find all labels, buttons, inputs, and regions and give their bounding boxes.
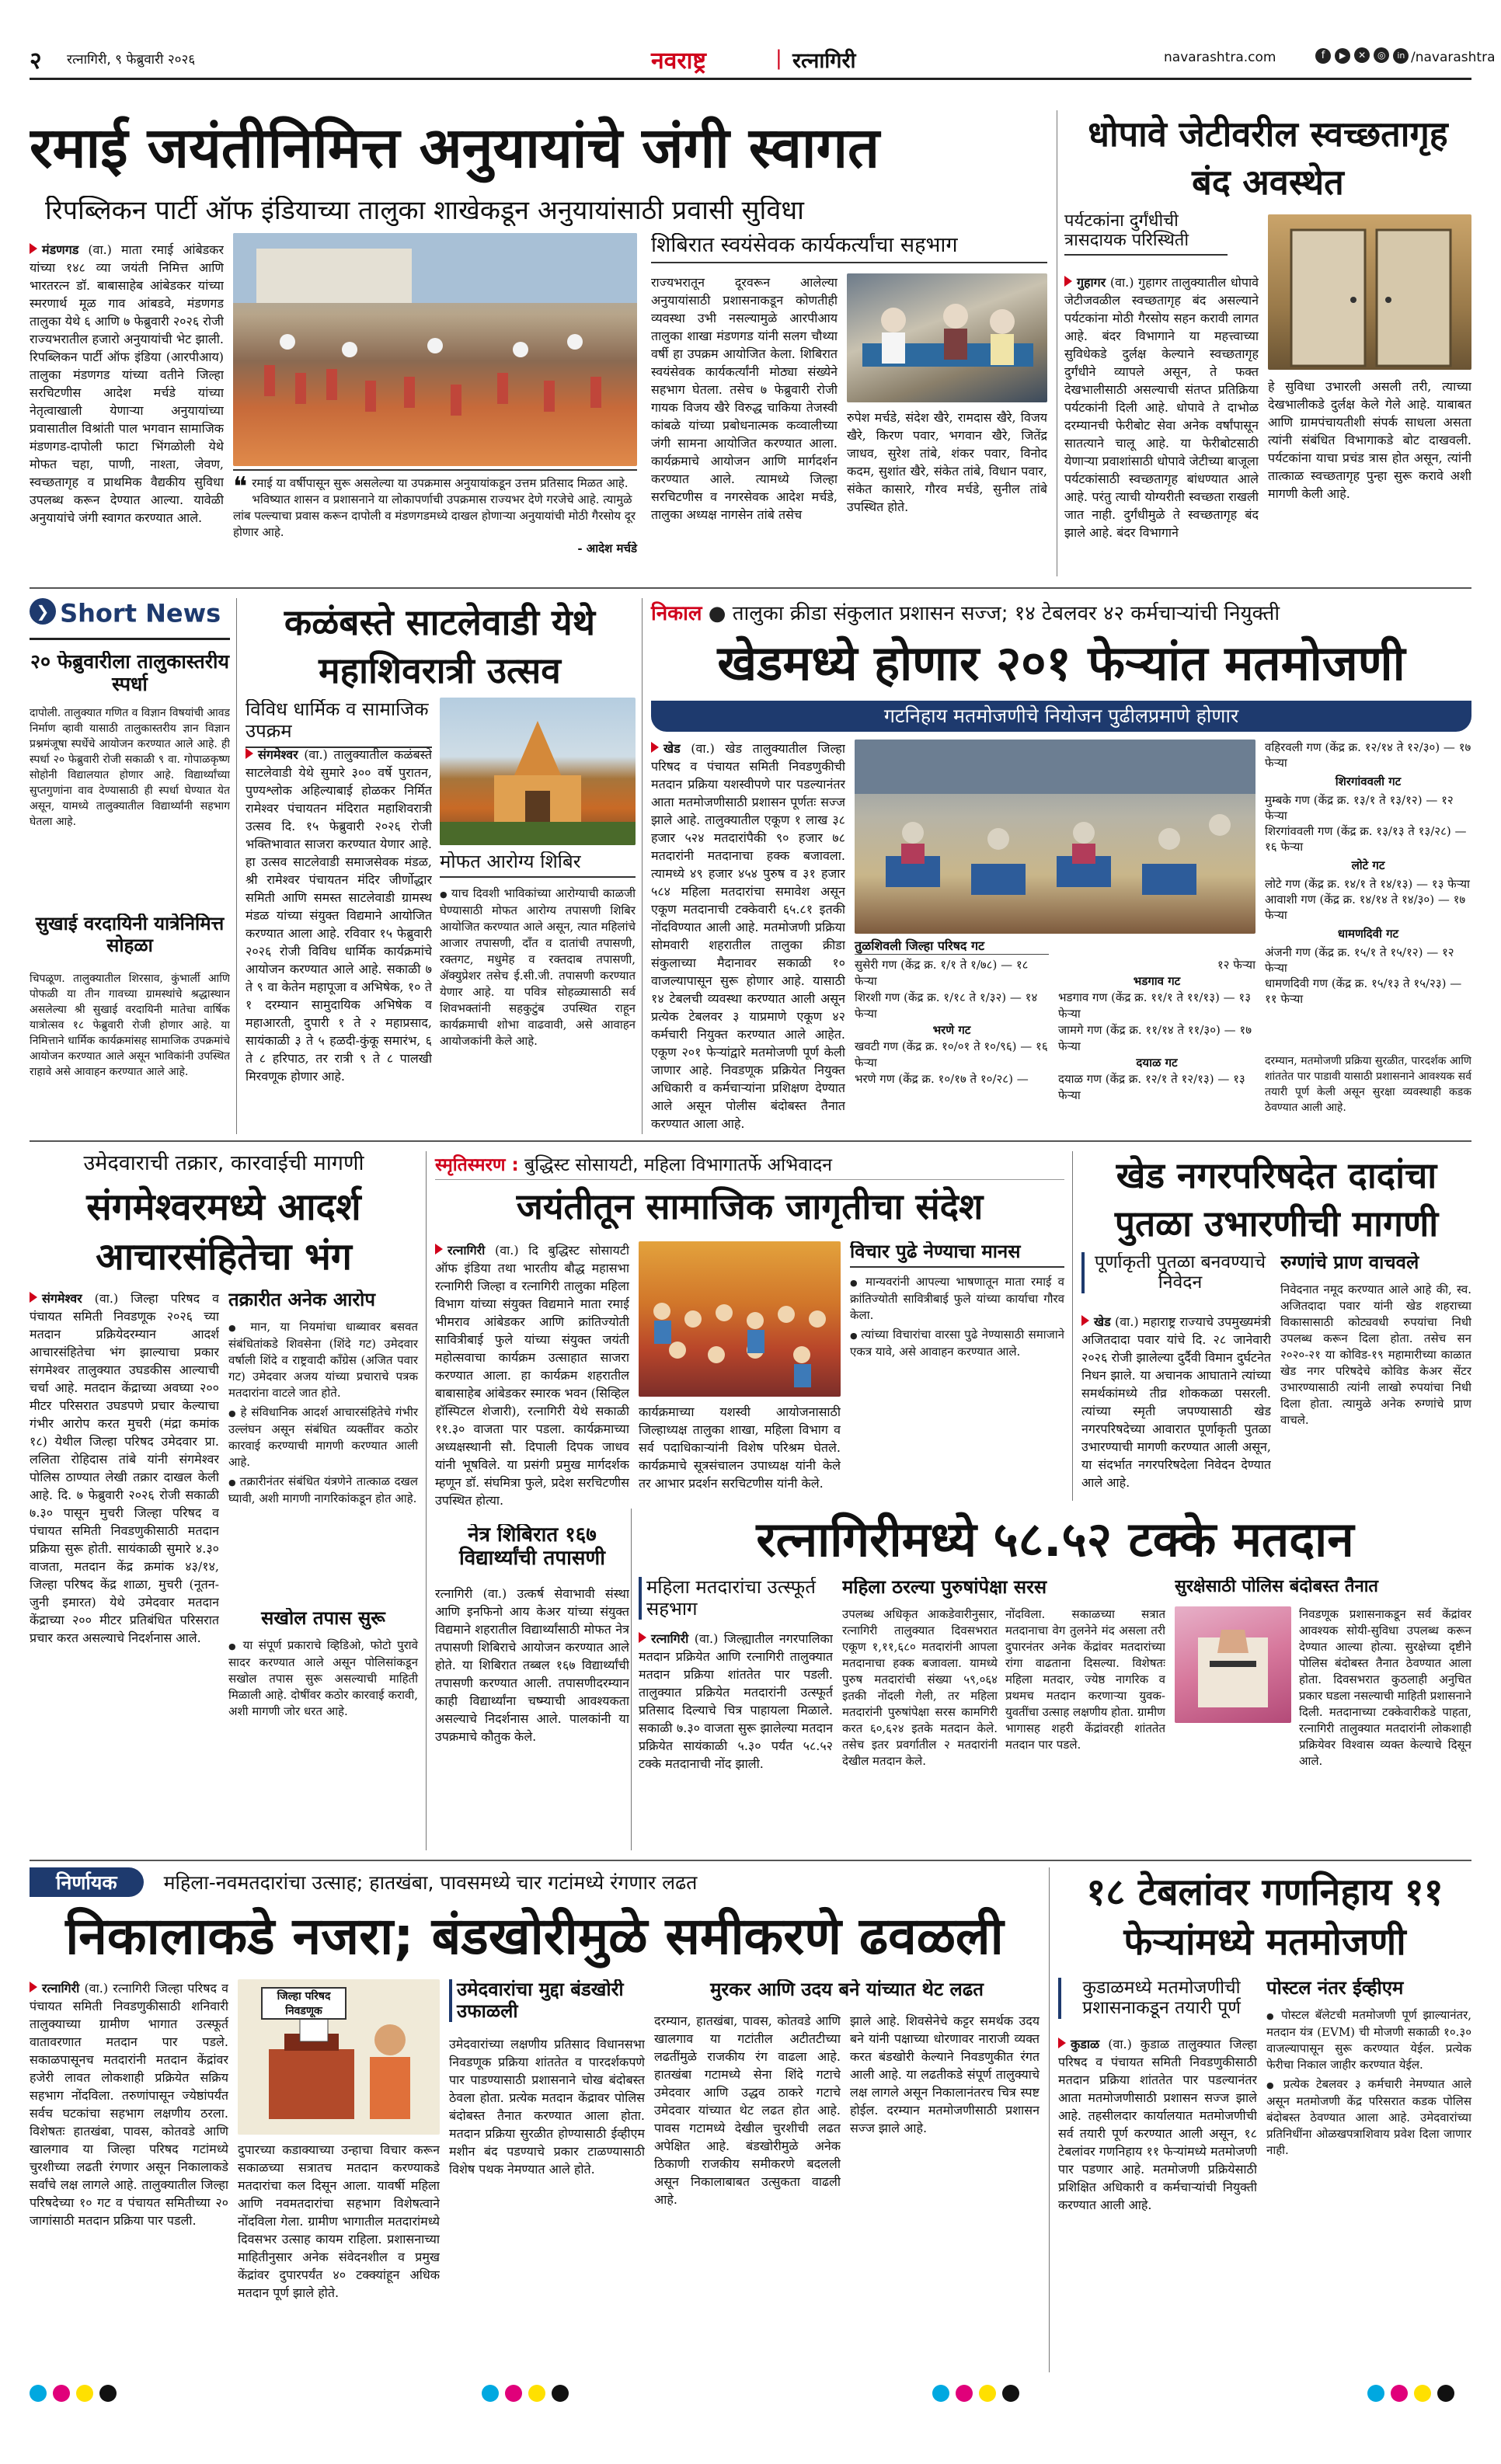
s6-kicker-rest: बुद्धिस्ट सोसायटी, महिला विभागातर्फे अभिवादन: [524, 1155, 833, 1175]
s4-kicker-row: [651, 598, 1471, 629]
registration-mark-yellow: [76, 2385, 93, 2402]
s4-rounds-b: [1058, 957, 1255, 1104]
s5-body2-text: ● या संपूर्ण प्रकाराचे व्हिडिओ, फोटो पुरावे सादर करण्यात आले असून पोलिसांकडून सखोल तपास सुरू असल्याची माहिती मिळाली आहे. दोषींवर कठोर कारवाई करावी, अशी मागणी जोर धरत आहे.: [228, 1637, 418, 1720]
s6-headline: जयंतीतून सामाजिक जागृतीचा संदेश: [516, 1185, 984, 1227]
s6-photo-event: [639, 1241, 841, 1397]
s4-round-c6: आवाशी गण (केंद्र क्र. १४/१४ ते १४/३०) — १७ फेऱ्या: [1265, 893, 1466, 922]
s4-headline: खेडमध्ये होणार २०१ फेऱ्यांत मतमोजणी: [717, 635, 1405, 691]
s4-body-text: (वा.) खेड तालुक्यातील जिल्हा परिषद व पंचायत समिती निवडणुकीची मतदान प्रक्रिया यशस्वीपणे पार पडल्यानंतर आता मतमोजणीसाठी प्रशासन पूर्णतः सज्ज झाले आहे. तालुक्यातील एकूण १ लाख ३८ हजार ५२४ मतदारांपैकी ९० हजार ७८ मतदारांनी मतदानाचा हक्क बजावला. त्यामध्ये ४९ हजार ४५४ पुरुष व ३१ हजार ५८४ महिला मतदारांचा समावेश असून एकूण मतदानाची टक्केवारी ६५.८१ इतकी नोंदविण्यात आली आहे. मतमोजणी प्रक्रिया सोमवारी शहरातील तालुका क्रीडा संकुलाच्या मैदानावर सकाळी १० वाजल्यापासून सुरू होणार आहे. यासाठी १४ टेबलची व्यवस्था करण्यात आली असून प्रत्येक टेबलवर ३ याप्रमाणे एकूण ४२ कर्मचारी नियुक्त करण्यात आले आहेत. एकूण २०१ फेऱ्यांद्वारे मतमोजणी पूर्ण केली जाणार आहे. निवडणूक प्रक्रियेत नियुक्त अधिकारी व कर्मचाऱ्यांना प्रशिक्षण देण्यात आले असून पोलीस बंदोबस्त तैनात करण्यात आला आहे.: [651, 741, 845, 1131]
s9-body-text: (वा.) रत्नागिरी जिल्हा परिषद व पंचायत समिती निवडणुकीसाठी शनिवारी तालुक्याच्या ग्रामीण भागात उत्स्फूर्त वातावरणात मतदान पार पडले. सकाळपासूनच मतदारांनी मतदान केंद्रांवर हजेरी लावत लोकशाही प्रक्रियेत सक्रिय सहभाग नोंदविला. तरुणांपासून ज्येष्ठांपर्यंत सर्वच घटकांचा सहभाग लक्षणीय ठरला. विशेषतः हातखंबा, पावस, कोतवडे आणि खालगाव या जिल्हा परिषद गटांमध्ये चुरशीच्या लढती रंगणार असून निकालाकडे सर्वांचे लक्ष लागले आहे. तालुक्यातील जिल्हा परिषदेच्या १० गट व पंचायत समितीच्या २० जागांसाठी मतदान प्रक्रिया पार पडली.: [30, 1981, 228, 2228]
s9-kicker-row: [30, 1867, 1040, 1900]
s8-body-text: (वा.) जिल्ह्यातील नगरपालिका मतदान प्रक्रियेत आणि रत्नागिरी तालुक्यात मतदान प्रक्रिया शांततेत पार पडली. तालुक्यात प्रक्रियेत मतदारांनी उत्स्फूर्त प्रतिसाद दिल्याचे चित्र पाहायला मिळाले. सकाळी ७.३० वाजता सुरू झालेल्या मतदान प्रक्रियेत सायंकाळी ५.३० पर्यंत ५८.५२ टक्के मतदानाची नोंद झाली.: [639, 1631, 833, 1771]
s1-photo-service: [847, 273, 1047, 402]
s4-kicker-marker: ●: [708, 602, 733, 625]
s9-col4: झाले आहे. शिवसेनेचे कट्टर समर्थक उदय बने यांनी पक्षाच्या धोरणावर नाराजी व्यक्त करत बंडखोरी केल्याने निवडणुकीत रंगत आली आहे. या लढतीकडे संपूर्ण तालुक्याचे लक्ष लागले असून निकालानंतरच चित्र स्पष्ट होईल. दरम्यान मतमोजणीसाठी प्रशासन सज्ज झाले आहे.: [850, 2013, 1040, 2135]
s3-body: [246, 746, 432, 1134]
s9-col2: दुपारच्या कडाक्याच्या उन्हाचा विचार करून सकाळच्या सत्रातच मतदान करण्याकडे मतदारांचा कल दिसून आला. यावर्षी महिला आणि नवमतदारांचा सहभाग विशेषत्वाने नोंदविला गेला. ग्रामीण भागातील मतदारांमध्ये दिवसभर उत्साह कायम राहिला. प्रशासनाच्या माहितीनुसार अनेक संवेदनशील व प्रमुख केंद्रांवर दुपारपर्यंत ४० टक्क्यांहून अधिक मतदान पूर्ण झाले होते.: [238, 2142, 440, 2300]
s6-photo-event-graphic: [639, 1241, 841, 1397]
registration-mark-black: [99, 2385, 117, 2402]
s9-col3: दरम्यान, हातखंबा, पावस, कोतवडे आणि खालगाव या गटांतील अटीतटीच्या लढतींमुळे राजकीय रंग वाढला आहे. हातखंबा गटामध्ये सेना शिंदे गटाचे उमेदवार आणि उद्धव ठाकरे गटाचे उमेदवार यांच्यात थेट लढत होत आहे. पावस गटामध्ये देखील चुरशीची लढत अपेक्षित आहे. बंडखोरीमुळे अनेक ठिकाणी राजकीय समीकरणे बदलली असून निकालाबाबत उत्सुकता वाढली आहे.: [654, 2013, 841, 2207]
s3-divider: [642, 598, 643, 1134]
s1-quote-author: - आदेश मर्चडे: [577, 541, 637, 555]
s4-round-c8: अंजनी गण (केंद्र क्र. १५/१ ते १५/१२) — १२ फेऱ्या: [1265, 945, 1454, 975]
s4-photo-counting: [855, 740, 1255, 934]
s4-subhead-bar: [651, 701, 1471, 732]
short-news-title: Short News: [60, 598, 221, 628]
rule-1: [30, 587, 1471, 589]
s8-subhead2: महिला ठरल्या पुरुषांपेक्षा सरस: [842, 1577, 1047, 1598]
s6-bullet-1: ● त्यांच्या विचारांचा वारसा पुढे नेण्यासाठी समाजाने एकत्र यावे, असे आवाहन करण्यात आले.: [850, 1327, 1064, 1360]
s4-dateline: खेड: [663, 741, 681, 756]
s9-illustration: [238, 1979, 440, 2135]
registration-mark-cyan-4: [1367, 2385, 1384, 2402]
youtube-icon[interactable]: ▶: [1335, 48, 1350, 64]
s5-subhead: तक्रारीत अनेक आरोप: [228, 1289, 376, 1310]
short-t1: २० फेब्रुवारीला तालुकास्तरीय स्पर्धा: [30, 651, 229, 695]
s6-body2: रत्नागिरी (वा.) उत्कर्ष सेवाभावी संस्था आणि इनफिनो आय केअर यांच्या संयुक्त विद्यमाने शहरातील विद्यार्थ्यांसाठी मोफत नेत्र तपासणी शिबिराचे आयोजन करण्यात आले होते. या शिबिरात तब्बल १६७ विद्यार्थ्यांची तपासणी करण्यात आली. तपासणीदरम्यान काही विद्यार्थ्यांना चष्म्याची आवश्यकता असल्याचे निदर्शनास आले. पालकांनी या उपक्रमाचे कौतुक केले.: [435, 1586, 629, 1744]
s7-dateline: खेड: [1094, 1314, 1111, 1329]
s4-round-c0: वहिरवली गण (केंद्र क्र. १२/१४ ते १२/३०) — १७ फेऱ्या: [1265, 740, 1471, 770]
s4-round-a0: सुसेरी गण (केंद्र क्र. १/१ ते १/७८) — १८ फेऱ्या: [855, 958, 1029, 988]
s9-dateline: रत्नागिरी: [42, 1981, 80, 1996]
s4-body: [651, 740, 845, 1134]
s4-round-c9: धामणदिवी गण (केंद्र क्र. १५/१३ ते १५/२३) — ११ फेऱ्या: [1265, 976, 1462, 1006]
s1-quote-text: रमाई या वर्षीपासून सुरू असलेल्या या उपक्रमास अनुयायांकडून उत्तम प्रतिसाद मिळत आहे. भविष्यात शासन व प्रशासनाने या लोकापर्णाची उपक्रमास राज्यभर देणे गरजेचे आहे. त्यामुळे लांब पल्ल्याचा प्रवास करून दापोली व मंडणगडमध्ये दाखल होणाऱ्या अनुयायांची मोठी गैरसोय दूर होणार आहे.: [233, 476, 636, 539]
s4-round-c1: शिरगांववली गट: [1335, 774, 1402, 788]
s5-bullets: [228, 1319, 418, 1599]
s7-headline: खेड नगरपरिषदेत दादांचा पुतळा उभारणीची मागणी: [1114, 1154, 1439, 1244]
s4-photo-counting-graphic: [855, 740, 1255, 934]
s5-bullet-2: ● तक्रारीनंतर संबंधित यंत्रणेने तात्काळ दखल घ्यावी, अशी मागणी नागरिकांकडून होत आहे.: [228, 1474, 418, 1507]
s5-subhead2: सखोल तपास सुरू: [261, 1608, 385, 1629]
s1-subhead: शिबिरात स्वयंसेवक कार्यकर्त्यांचा सहभाग: [651, 233, 1047, 263]
s5-dateline: संगमेश्वर: [42, 1291, 82, 1306]
s2-body2: हे सुविधा उभारली असली तरी, त्याच्या देखभालीकडे दुर्लक्ष केले गेले आहे. याबाबत आणि ग्रामपंचायतीशी संपर्क साधला असता त्यांनी संबंधित विभागाकडे बोट दाखवली. पर्यटकांना याचा प्रचंड त्रास होत असून, त्यांनी तात्काळ स्वच्छतागृह पुन्हा सुरू करावे अशी मागणी केली आहे.: [1268, 379, 1471, 501]
registration-mark-yellow-2: [528, 2385, 545, 2402]
s8-subhead: महिला मतदारांचा उत्स्फूर्त सहभाग: [639, 1577, 833, 1620]
s8-body: [639, 1630, 833, 1849]
s3-subhead2: मोफत आरोग्य शिबिर: [440, 851, 636, 878]
s1-dateline: मंडणगड: [42, 242, 79, 257]
s1-headline: रमाई जयंतीनिमित्त अनुयायांचे जंगी स्वागत: [30, 115, 880, 180]
registration-mark-black-4: [1437, 2385, 1454, 2402]
s4-round-c3: शिरगांववली गण (केंद्र क्र. १३/१३ ते १३/२८) — १६ फेऱ्या: [1265, 824, 1467, 854]
s1-photo-rally: [233, 233, 637, 466]
s8-body2: उपलब्ध अधिकृत आकडेवारीनुसार, रत्नागिरी तालुक्यात दिवसभरात एकूण १,११,६८० मतदारांनी आपला मतदानाचा हक्क बजावला. यामध्ये पुरुष मतदारांची संख्या ५९,०६४ इतकी नोंदली गेली, तर महिला मतदारांनी पुरुषांपेक्षा सरस कामगिरी करत ६०,६२४ इतके मतदान केले. तसेच इतर प्रवर्गातील २ मतदारांनी देखील मतदान केले.: [842, 1607, 998, 1768]
s6-body-text: (वा.) दि बुद्धिस्ट सोसायटी ऑफ इंडिया तथा भारतीय बौद्ध महासभा रत्नागिरी जिल्हा व रत्नागिरी तालुका महिला विभाग यांच्या संयुक्त विद्यमाने माता रमाई भीमराव आंबेडकर आणि क्रांतिज्योती सावित्रीबाई फुले यांच्या संयुक्त जयंती महोत्सवाचा कार्यक्रम उत्साहात साजरा करण्यात आला. हा कार्यक्रम शहरातील बाबासाहेब आंबेडकर स्मारक भवन (सिव्हिल हॉस्पिटल शेजारी), रत्नागिरी येथे सकाळी ११.३० वाजता पार पडला. कार्यक्रमाच्या अध्यक्षस्थानी सौ. दिपाली दिपक जाधव यांनी भूषविले. या प्रसंगी प्रमुख मार्गदर्शक म्हणून डॉ. संघमित्रा फुले, प्रदेश सरचिटणीस उपस्थित होत्या.: [435, 1243, 629, 1508]
s4-round-a3: खवटी गण (केंद्र क्र. १०/०१ ते १०/९६) — १६ फेऱ्या: [855, 1039, 1048, 1070]
registration-mark-cyan-3: [932, 2385, 949, 2402]
s4-round-a2: भरणे गट: [932, 1023, 971, 1037]
s4-round-b5: दयाळ गण (केंद्र क्र. १२/१ ते १२/१३) — १३ फेऱ्या: [1058, 1072, 1245, 1102]
s2-headline: धोपावे जेटीवरील स्वच्छतागृह बंद अवस्थेत: [1088, 113, 1448, 203]
s8-photo-ballot: [1175, 1606, 1291, 1723]
s4-kicker: निकाल: [651, 602, 702, 625]
s2-body: [1064, 273, 1259, 580]
s2-body-text: (वा.) गुहागर तालुक्यातील धोपावे जेटीजवळील स्वच्छतागृह बंद असल्याने पर्यटकांना मोठी गैरसोय सहन करावी लागत आहे. बंदर विभागाने या महत्त्वाच्या सुविधेकडे दुर्लक्ष केल्याने स्वच्छतागृह दुर्गंधीने व्यापले असून, ते फक्त देखभालीसाठी असल्याची संतप्त प्रतिक्रिया पर्यटकांनी दिली आहे. धोपावे ते दाभोळ दरम्यानची फेरीबोट सेवा अनेक वर्षांपासून सातत्याने चालू आहे. या फेरीबोटसाठी येणाऱ्या प्रवाशांसाठी धोपावे जेटीच्या बाजूला पर्यटकांसाठी स्वच्छतागृह बांधण्यात आले आहे. परंतु त्याची योग्यरीती स्वच्छता राखली जात नाही. दुर्गंधीमुळे ते स्वच्छतागृह बंद झाले आहे. बंदर विभागाने: [1064, 275, 1259, 540]
s10-body-text: (वा.) कुडाळ तालुक्यात जिल्हा परिषद व पंचायत समिती निवडणुकीसाठी मतदान प्रक्रिया शांततेत पार पडल्यानंतर आता मतमोजणीसाठी प्रशासन सज्ज झाले आहे. तहसीलदार कार्यालयात मतमोजणीची सर्व तयारी पूर्ण करण्यात आली असून, १८ टेबलांवर गणनिहाय ११ फेऱ्यांमध्ये मतमोजणी पार पडणार आहे. मतमोजणी प्रक्रियेसाठी प्रशिक्षित अधिकारी व कर्मचाऱ्यांची नियुक्ती करण्यात आली आहे.: [1058, 2037, 1257, 2212]
website-link[interactable]: navarashtra.com: [1164, 50, 1276, 65]
s9-headline: निकालाकडे नजरा; बंडखोरीमुळे समीकरणे ढवळली: [65, 1906, 1004, 1966]
s6-body: [435, 1241, 629, 1521]
s5-body2: [228, 1637, 418, 1847]
registration-mark-magenta-3: [956, 2385, 973, 2402]
s7-subhead: पूर्णाकृती पुतळा बनवण्याचे निवेदन: [1081, 1252, 1271, 1293]
s3-dateline: संगमेश्वर: [258, 747, 298, 762]
s2-kicker: पर्यटकांना दुर्गंधीची त्रासदायक परिस्थिती: [1064, 211, 1228, 256]
s3-headline: कळंबस्ते साटलेवाडी येथे महाशिवरात्री उत्सव: [284, 601, 596, 691]
masthead-divider: |: [775, 47, 782, 70]
s4-round-a4: भरणे गण (केंद्र क्र. १०/१७ ते १०/२८) —: [855, 1072, 1029, 1086]
s4-subhead: गटनिहाय मतमोजणीचे नियोजन पुढीलप्रमाणे होणार: [883, 705, 1239, 727]
s6-kicker: स्मृतिस्मरण :: [435, 1155, 519, 1175]
s8-headline: रत्नागिरीमध्ये ५८.५२ टक्के मतदान: [756, 1511, 1354, 1568]
s4-rounds-c: [1265, 740, 1471, 1007]
s1-col1: [30, 241, 224, 583]
s9-kicker-rest: महिला-नवमतदारांचा उत्साह; हातखंबा, पावसमध्ये चार गटांमध्ये रंगणार लढत: [163, 1871, 698, 1894]
s9-body2: उमेदवारांच्या लक्षणीय प्रतिसाद विधानसभा निवडणूक प्रक्रिया शांततेत व पारदर्शकपणे पार पाडण्यासाठी प्रशासनाने चोख बंदोबस्त ठेवला होता. प्रत्येक मतदान केंद्रावर पोलिस बंदोबस्त तैनात करण्यात आला होता. मतदान प्रक्रिया सुरळीत होण्यासाठी ईव्हीएम मशीन बंद पडण्याचे प्रकार टाळण्यासाठी विशेष पथक नेमण्यात आले होते.: [449, 2037, 645, 2177]
social-handle: /navarashtra: [1411, 50, 1496, 65]
print-marks-center: [482, 2385, 575, 2403]
s1-photo-rally-graphic: [233, 233, 637, 466]
print-marks-left: [30, 2385, 123, 2403]
s1-col3: रुपेश मर्चडे, संदेश खैरे, रामदास खैरे, विजय खैरे, किरण पवार, भगवान खैरे, जितेंद्र जाधव, सुरेश तांबे, शंकर पवार, विनोद कदम, सुशांत खैरे, संकेत तांबे, विधान पवार, संकेत कासारे, गौरव मर्चडे, सुनील तांबे उपस्थित होते.: [847, 410, 1047, 514]
s3-photo-temple: [440, 698, 636, 845]
s8-photo-ballot-graphic: [1175, 1606, 1291, 1723]
s4-round-c4: लोटे गट: [1351, 858, 1385, 872]
registration-mark-yellow-3: [979, 2385, 996, 2402]
s10-bullets: [1266, 2007, 1471, 2371]
s5-body-text: (वा.) जिल्हा परिषद व पंचायत समिती निवडणूक २०२६ च्या मतदान प्रक्रियेदरम्यान आदर्श आचारसंहितेचा भंग झाल्याचा प्रकार संगमेश्वर तालुक्यात उघडकीस आल्याची चर्चा आहे. मतदान केंद्राच्या अवघ्या २०० मीटर परिसरात उघडपणे प्रचार केल्याचा गंभीर आरोप करत मुचरी (मंद्रा कमांक १८) येथील जिल्हा परिषद उमेदवार प्रा. ललिता रोहिदास तांबे यांनी संगमेश्वर पोलिस ठाण्यात लेखी तक्रार दाखल केली आहे. दि. ७ फेब्रुवारी २०२६ रोजी सकाळी ७.३० पासून मुचरी जिल्हा परिषद व पंचायत समिती निवडणुकीसाठी मतदान प्रक्रिया सुरू होती. सायंकाळी सुमारे ४.३० वाजता, मतदान केंद्र क्रमांक ४३/१४, जिल्हा परिषद केंद्र शाळा, मुचरी (नूतन-जुनी इमारत) येथे उमेदवार मतदान केंद्राच्या २०० मीटर प्रतिबंधित परिसरात प्रचार करत असल्याचे निदर्शनास आले.: [30, 1291, 219, 1645]
s4-round-b4: दयाळ गट: [1136, 1056, 1178, 1070]
s5-bullet-0: ● मान, या नियमांचा धाब्यावर बसवत संबंधितांकडे शिवसेना (शिंदे गट) उमेदवार वर्षाली शिंदे व राष्ट्रवादी काँग्रेस (अजित पवार गट) उमेदवार अजय यांच्या प्रचाराचे पत्रक मतदारांना वाटले जात होते.: [228, 1319, 418, 1401]
s5-body: [30, 1289, 219, 1849]
page-number: २: [30, 47, 42, 75]
s4-round-b1: भडगाव गट: [1133, 974, 1181, 988]
masthead-rule: [30, 78, 1471, 80]
s8-dateline: रत्नागिरी: [651, 1631, 689, 1646]
s9-subhead: उमेदवारांचा मुद्दा बंडखोरी उफाळली: [449, 1979, 645, 2022]
s6-subhead3: विचार पुढे नेण्याचा मानस: [850, 1241, 1064, 1268]
s5-bullet-1: ● हे संविधानिक आदर्श आचारसंहितेचे गंभीर उल्लंघन असून संबंधित व्यक्तींवर कठोर कारवाई करण्याची मागणी करण्यात आली आहे.: [228, 1404, 418, 1470]
s3-subhead: विविध धार्मिक व सामाजिक उपक्रम: [246, 699, 432, 748]
s3-body2: [440, 886, 636, 1134]
s1-quote: ❝ रमाई या वर्षीपासून सुरू असलेल्या या उपक्रमास अनुयायांकडून उत्तम प्रतिसाद मिळत आहे. भविष्यात शासन व प्रशासनाने या लोकापर्णाची उपक्रमास राज्यभर देणे गरजेचे आहे. त्यामुळे लांब पल्ल्याचा प्रवास करून दापोली व मंडणगडमध्ये दाखल होणाऱ्या अनुयायांची मोठी गैरसोय दूर होणार आहे. - आदेश मर्चडे: [233, 469, 637, 570]
registration-mark-magenta-4: [1391, 2385, 1408, 2402]
s8-body4: निवडणूक प्रशासनाकडून सर्व केंद्रांवर आवश्यक सोयी-सुविधा उपलब्ध करून देण्यात आल्या होत्या. सुरक्षेच्या दृष्टीने पोलिस बंदोबस्त तैनात ठेवण्यात आला होता. दिवसभरात कुठलाही अनुचित प्रकार घडला नसल्याची माहिती प्रशासनाने दिली. मतदानाच्या टक्केवारीकडे पाहता, रत्नागिरी तालुक्यात मतदारांनी लोकशाही प्रक्रियेवर विश्वास व्यक्त केल्याचे दिसून आले.: [1299, 1607, 1471, 1768]
s5-kicker: उमेदवाराची तक्रार, कारवाईची मागणी: [83, 1151, 364, 1175]
rule-3: [30, 1860, 1471, 1861]
masthead-date: रत्नागिरी, ९ फेब्रुवारी २०२६: [67, 52, 196, 68]
s10-dateline: कुडाळ: [1071, 2037, 1100, 2052]
paper-logo: नवराष्ट्र: [651, 47, 706, 75]
s3-body-text: (वा.) तालुक्यातील कळंबस्ते साटलेवाडी येथे सुमारे ३०० वर्षे पुरातन, पुण्यश्लोक अहिल्याबाई होळकर निर्मित रामेश्वर पंचायतन मंदिरात महाशिवरात्री उत्सव दि. १५ फेब्रुवारी २०२६ रोजी भक्तिभावात साजरा करण्यात येणार आहे. हा उत्सव साटलेवाडी समाजसेवक मंडळ, श्री रामेश्वर पंचायतन मंदिर जीर्णोद्धार समिती आणि समस्त साटलेवाडी ग्रामस्थ मंडळ यांच्या संयुक्त विद्यमाने आयोजित करण्यात आला आहे. रविवार १५ फेब्रुवारी २०२६ रोजी विविध धार्मिक कार्यक्रमांचे आयोजन करण्यात आले आहे. सकाळी ७ ते ९ वा केतेन महापूजा व अभिषेक, १० ते १ दरम्यान सामुदायिक अभिषेक व महाआरती, दुपारी १ ते २ महाप्रसाद, सायंकाळी ३ ते ५ हळदी-कुंकू समारंभ, ६ ते ८ हरिपाठ, तर रात्री ९ ते ८ पालखी मिरवणूक होणार आहे.: [246, 747, 432, 1084]
s8-body3: नोंदविला. सकाळच्या सत्रात मतदानाचा वेग तुलनेने मंद असला तरी दुपारनंतर अनेक केंद्रांवर मतदारांच्या रांगा वाढताना दिसल्या. विशेषतः महिला मतदार, ज्येष्ठ नागरिक व प्रथमच मतदान करणाऱ्या युवक-युवतींचा उत्साह लक्षणीय होता. ग्रामीण भागासह शहरी केंद्रांवरही शांततेत मतदान पार पडले.: [1005, 1607, 1165, 1752]
s9-badge: जिल्हा परिषद निवडणूक: [261, 1987, 347, 2020]
s6-bullets: [850, 1274, 1064, 1521]
print-marks-far-right: [1367, 2385, 1461, 2403]
s4-round-c5: लोटे गण (केंद्र क्र. १४/१ ते १४/१३) — १३ फेऱ्या: [1265, 877, 1470, 891]
s10-headline: १८ टेबलांवर गणनिहाय ११ फेऱ्यांमध्ये मतमोजणी: [1086, 1871, 1444, 1964]
s6-kicker-row: [435, 1151, 1064, 1180]
s10-bullet-0: ● पोस्टल बॅलेटची मतमोजणी पूर्ण झाल्यानंतर, मतदान यंत्र (EVM) ची मोजणी सकाळी १०.३० वाजल्यापासून सुरू करण्यात येईल. प्रत्येक फेरीचा निकाल जाहीर करण्यात येईल.: [1266, 2007, 1471, 2073]
s10-body: [1058, 2035, 1257, 2371]
s9-divider: [1049, 1867, 1050, 2372]
s3-photo-temple-graphic: [440, 698, 636, 845]
s8-subhead3: सुरक्षेसाठी पोलिस बंदोबस्त तैनात: [1175, 1577, 1378, 1596]
s4-kicker-rest: तालुका क्रीडा संकुलात प्रशासन सज्ज; १४ टेबलवर ४२ कर्मचाऱ्यांची नियुक्ती: [732, 602, 1280, 625]
s7-subhead2: रुग्णांचे प्राण वाचवले: [1280, 1252, 1419, 1273]
s5-divider: [426, 1151, 427, 1850]
s5-headline: संगमेश्वरमध्ये आदर्श आचारसंहितेचा भंग: [86, 1185, 361, 1279]
print-marks-right: [932, 2385, 1026, 2403]
s7-body2: निवेदनात नमूद करण्यात आले आहे की, स्व. अजितदादा पवार यांनी खेड शहराच्या विकासासाठी कोट्यवधी रुपयांचा निधी उपलब्ध करून दिला होता. तसेच सन २०२०-२१ या कोविड-१९ महामारीच्या काळात खेड नगर परिषदेचे कोविड केअर सेंटर उभारण्यासाठी त्यांनी लाखो रुपयांचा निधी दिला होता. त्यामुळे अनेक रुग्णांचे प्राण वाचले.: [1280, 1282, 1471, 1427]
s2-photo-toilet-graphic: [1268, 214, 1471, 370]
social-icons[interactable]: [1315, 47, 1409, 64]
s2-dateline: गुहागर: [1077, 275, 1106, 290]
s1-photo-service-graphic: [847, 273, 1047, 402]
short-p2: चिपळूण. तालुक्यातील शिरसाव, कुंभार्ली आणि पोफळी या तीन गावच्या ग्रामस्थांचे श्रद्धास्थान असलेल्या श्री सुखाई वरदायिनी मातेचा वार्षिक यात्रोत्सव १८ फेब्रुवारी रोजी होणार आहे. या निमित्ताने धार्मिक कार्यक्रमांसह सामाजिक उपक्रमांचे आयोजन करण्यात आले असून भाविकांनी उपस्थित राहावे असे आवाहन करण्यात आले आहे.: [30, 973, 230, 1078]
s8-divider: [631, 1509, 632, 1850]
registration-mark-black-2: [552, 2385, 569, 2402]
s6-bullet-0: ● मान्यवरांनी आपल्या भाषणातून माता रमाई व क्रांतिज्योती सावित्रीबाई फुले यांच्या कार्याचा गौरव केला.: [850, 1274, 1064, 1324]
registration-mark-cyan: [30, 2385, 47, 2402]
s4-caption: तुळशिवली जिल्हा परिषद गट: [855, 937, 1049, 955]
x-icon[interactable]: ✕: [1354, 47, 1370, 63]
registration-mark-yellow-4: [1414, 2385, 1431, 2402]
s7-body-text: (वा.) महाराष्ट्र राज्याचे उपमुख्यमंत्री अजितदादा पवार यांचे दि. २८ जानेवारी २०२६ रोजी झालेल्या दुर्दैवी विमान दुर्घटनेत निधन झाले. या अचानक आघाताने त्यांच्या समर्थकांमध्ये तीव्र शोककळा पसरली. त्यांच्या स्मृती जपण्यासाठी खेड नगरपरिषदेच्या आवारात पूर्णाकृती पुतळा उभारण्याची मागणी करण्यात आली असून, या संदर्भात नगरपरिषदेला निवेदन देण्यात आले आहे.: [1081, 1314, 1271, 1490]
linkedin-icon[interactable]: in: [1393, 48, 1409, 64]
s9-kicker: निर्णायक: [30, 1867, 144, 1897]
short-divider: [236, 598, 237, 1134]
s1-col2: राज्यभरातून दूरवरून आलेल्या अनुयायांसाठी प्रशासनाकडून कोणतीही व्यवस्था उभी नसल्यामुळे आरपीआय तालुका शाखा मंडणगड यांनी सलग चौथ्या वर्षी हा उपक्रम आयोजित केला. शिबिरात स्वयंसेवक कार्यकर्त्यांनी मोठ्या संख्येने सहभाग घेतला. तसेच ७ फेब्रुवारी रोजी गायक विजय खैरे विरुद्ध चाकिया तेजस्वी कांबळे यांच्या प्रबोधनात्मक कव्वालीच्या जंगी सामना आयोजित करण्यात आला. कार्यक्रमाचे आयोजन आणि मार्गदर्शन करण्यात आले. त्यामध्ये जिल्हा सरचिटणीस व नगरसेवक आदेश मर्चडे, तालुका अध्यक्ष नागसेन तांबे तसेच: [651, 275, 838, 522]
short-t2: सुखाई वरदायिनी यात्रेनिमित्त सोहळा: [35, 914, 225, 956]
s4-round-b0: १२ फेऱ्या: [1217, 958, 1255, 972]
edition-name: रत्नागिरी: [792, 49, 856, 73]
s4-round-b2: भडगाव गण (केंद्र क्र. ११/१ ते ११/१३) — १३ फेऱ्या: [1058, 990, 1252, 1021]
masthead: [30, 44, 1496, 75]
short-news-label: [30, 598, 230, 640]
s1-col1-text: (वा.) माता रमाई आंबेडकर यांच्या १४८ व्या जयंती निमित्त आणि भारतरत्न डॉ. बाबासाहेब आंबेडकर यांच्या स्मरणार्थ मूळ गाव आंबडवे, मंडणगड तालुका येथे ६ आणि ७ फेब्रुवारी २०२६ रोजी राज्यभरातील हजारो अनुयायांची भेट झाली. रिपब्लिकन पार्टी ऑफ इंडिया (आरपीआय) तालुका मंडणगड यांच्या वतीने जिल्हा सरचिटणीस आदेश मर्चडे यांच्या नेतृत्वाखाली येणाऱ्या अनुयायांच्या प्रवासातील विश्रांती पाल भगवान सामाजिक मंडणगड-दापोली फाटा भिंगळोली येथे मोफत चहा, पाणी, नाश्ता, जेवण, स्वच्छतागृह व प्राथमिक वैद्यकीय सुविधा उपलब्ध करून देण्यात आल्या. यावेळी अनुयायांचे जंगी स्वागत करण्यात आले.: [30, 242, 224, 525]
s6-dateline: रत्नागिरी: [448, 1243, 486, 1258]
s7-body: [1081, 1313, 1271, 1499]
s9-subhead2: मुरकर आणि उदय बने यांच्यात थेट लढत: [710, 1979, 984, 2000]
short-news-arrow-icon: ❯: [30, 598, 56, 625]
s4-rounds-a: [855, 957, 1049, 1088]
s4-round-a1: शिरशी गण (केंद्र क्र. १/१८ ते १/३२) — १४ फेऱ्या: [855, 990, 1038, 1021]
instagram-icon[interactable]: ◎: [1374, 47, 1389, 63]
registration-mark-black-3: [1002, 2385, 1019, 2402]
s10-subhead2: पोस्टल नंतर ईव्हीएम: [1266, 1978, 1404, 1999]
s2-photo-toilet: [1268, 214, 1471, 370]
registration-mark-magenta: [53, 2385, 70, 2402]
s10-bullet-1: ● प्रत्येक टेबलवर ३ कर्मचारी नेमण्यात आले असून मतमोजणी केंद्र परिसरात कडक पोलिस बंदोबस्त ठेवण्यात आला आहे. उमेदवारांच्या प्रतिनिधींना ओळखपत्राशिवाय प्रवेश दिला जाणार नाही.: [1266, 2076, 1471, 2159]
rule-2: [30, 1140, 1471, 1142]
s4-round-b3: जामगे गण (केंद्र क्र. ११/१४ ते ११/३०) — १७ फेऱ्या: [1058, 1023, 1252, 1053]
s10-subhead: कुडाळमध्ये मतमोजणीची प्रशासनाकडून तयारी पूर्ण: [1058, 1978, 1257, 2019]
s4-round-c7: धामणदिवी गट: [1337, 927, 1399, 941]
registration-mark-magenta-2: [505, 2385, 522, 2402]
facebook-icon[interactable]: f: [1315, 48, 1331, 64]
s6-mid: कार्यक्रमाच्या यशस्वी आयोजनासाठी जिल्हाध्यक्ष तालुका शाखा, महिला विभाग व सर्व पदाधिकाऱ्यांनी विशेष परिश्रम घेतले. कार्यक्रमाचे सूत्रसंचालन उपाध्यक्ष यांनी केले तर आभार प्रदर्शन सरचिटणीस यांनी केले.: [639, 1404, 841, 1491]
s9-body: [30, 1979, 228, 2371]
s6-subhead: नेत्र शिबिरात १६७ विद्यार्थ्यांची तपासणी: [459, 1524, 605, 1570]
s1-subheadline: रिपब्लिकन पार्टी ऑफ इंडियाच्या तालुका शाखेकडून अनुयायांसाठी प्रवासी सुविधा: [45, 196, 804, 226]
s3-body2-text: ● याच दिवशी भाविकांच्या आरोग्याची काळजी घेण्यासाठी मोफत आरोग्य तपासणी शिबिर आयोजित करण्यात आले असून, त्यात महिलांचे आजार तपासणी, दाँत व दातांची तपासणी, रक्तगट, मधुमेह व रक्तदाब तपासणी, ॲक्युप्रेशर तसेच ई.सी.जी. तपासणी करण्यात येणार आहे. या पवित्र सोहळ्यासाठी सर्व शिवभक्तांनी सहकुटुंब उपस्थित राहून कार्यक्रमाची शोभा वाढवावी, असे आवाहन आयोजकांनी केले आहे.: [440, 886, 636, 1049]
s4-body2: दरम्यान, मतमोजणी प्रक्रिया सुरळीत, पारदर्शक आणि शांततेत पार पाडावी यासाठी प्रशासनाने आवश्यक सर्व तयारी पूर्ण केली असून सुरक्षा व्यवस्थाही कडक ठेवण्यात आली आहे.: [1265, 1055, 1471, 1114]
s4-round-c2: मुम्बके गण (केंद्र क्र. १३/१ ते १३/१२) — १२ फेऱ्या: [1265, 793, 1454, 823]
short-p1: दापोली. तालुक्यात गणित व विज्ञान विषयांची आवड निर्माण व्हावी यासाठी तालुकास्तरीय ज्ञान विज्ञान प्रश्नमंजूषा स्पर्धेचे आयोजन करण्यात आले आहे. ही स्पर्धा २० फेब्रुवारी रोजी सकाळी ९ वा. गोपाळकृष्ण सोहोनी विद्यालयात होणार आहे. विद्यार्थ्यांच्या सुप्तगुणांना वाव देण्यासाठी ही स्पर्धा घेण्यात येत असून, यामध्ये तालुक्यातील विद्यार्थ्यांनी सहभाग घेतला आहे.: [30, 707, 230, 828]
s7-divider: [1072, 1151, 1073, 1501]
registration-mark-cyan-2: [482, 2385, 499, 2402]
